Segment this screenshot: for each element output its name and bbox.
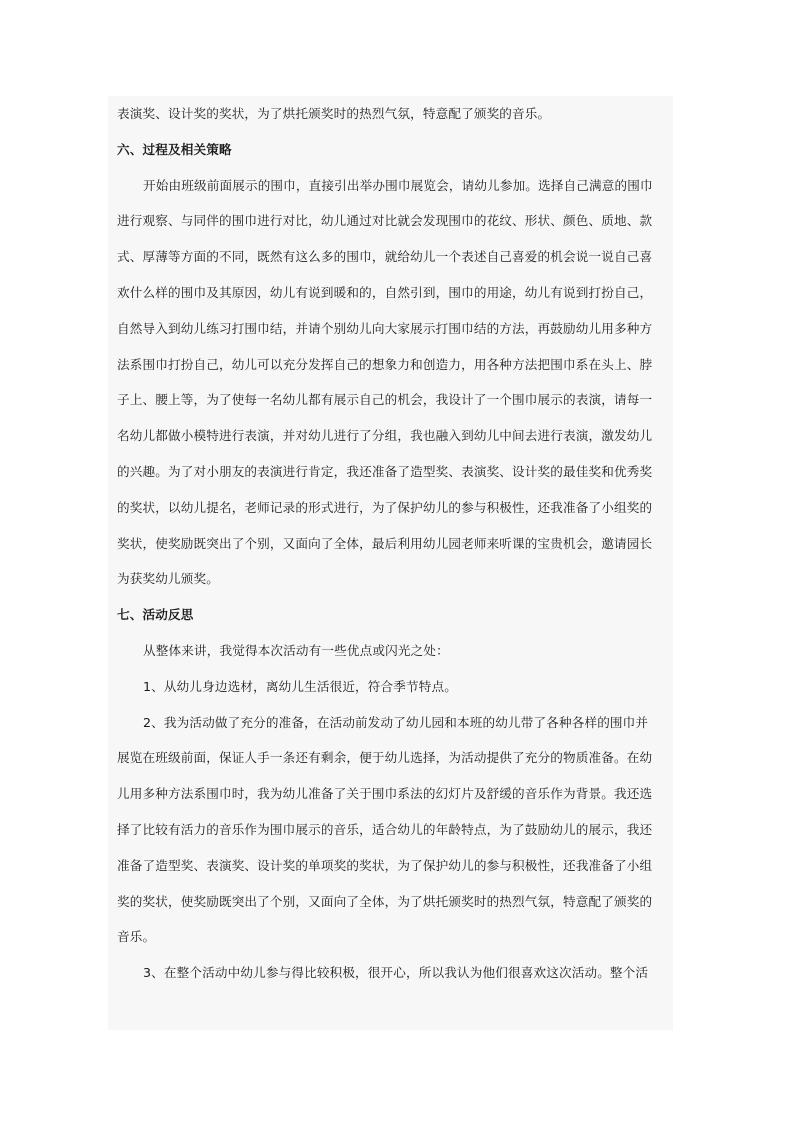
paragraph-line: 准备了造型奖、表演奖、设计奖的单项奖的奖状，为了保护幼儿的参与积极性，还我准备了小组 bbox=[117, 857, 653, 873]
paragraph-line: 择了比较有活力的音乐作为围巾展示的音乐，适合幼儿的年龄特点，为了鼓励幼儿的展示，我还 bbox=[117, 821, 653, 837]
paragraph-line: 为获奖幼儿颁奖。 bbox=[117, 571, 219, 587]
paragraph-line: 的奖状，以幼儿提名，老师记录的形式进行，为了保护幼儿的参与积极性，还我准备了小组奖的 bbox=[117, 499, 653, 515]
paragraph-line: 进行观察、与同伴的围巾进行对比，幼儿通过对比就会发现围巾的花纹、形状、颜色、质地、款 bbox=[117, 213, 653, 229]
paragraph-line: 式、厚薄等方面的不同，既然有这么多的围巾，就给幼儿一个表述自己喜爱的机会说一说自己喜 bbox=[117, 249, 653, 265]
paragraph-line: 展览在班级前面，保证人手一条还有剩余，便于幼儿选择，为活动提供了充分的物质准备。在幼 bbox=[117, 750, 653, 766]
list-item-line: 3、在整个活动中幼儿参与得比较积极，很开心，所以我认为他们很喜欢这次活动。整个活 bbox=[143, 965, 649, 981]
paragraph-line: 欢什么样的围巾及其原因，幼儿有说到暖和的，自然引到，围巾的用途，幼儿有说到打扮自己， bbox=[117, 284, 653, 300]
paragraph-line: 奖的奖状，使奖励既突出了个别，又面向了全体，为了烘托颁奖时的热烈气氛，特意配了颁奖的 bbox=[117, 893, 653, 909]
paragraph-line: 法系围巾打扮自己，幼儿可以充分发挥自己的想象力和创造力，用各种方法把围巾系在头上、脖 bbox=[117, 356, 653, 372]
list-item-line: 2、我为活动做了充分的准备，在活动前发动了幼儿园和本班的幼儿带了各种各样的围巾并 bbox=[143, 714, 649, 730]
paragraph-line: 自然导入到幼儿练习打围巾结，并请个别幼儿向大家展示打围巾结的方法，再鼓励幼儿用多种方 bbox=[117, 320, 653, 336]
paragraph-line: 从整体来讲，我觉得本次活动有一些优点或闪光之处： bbox=[143, 642, 449, 658]
paragraph-line: 儿用多种方法系围巾时，我为幼儿准备了关于围巾系法的幻灯片及舒缓的音乐作为背景。我还选 bbox=[117, 786, 653, 802]
paragraph-line: 音乐。 bbox=[117, 929, 156, 945]
paragraph-line: 的兴趣。为了对小朋友的表演进行肯定，我还准备了造型奖、表演奖、设计奖的最佳奖和优秀奖 bbox=[117, 463, 653, 479]
paragraph-line: 子上、腰上等，为了使每一名幼儿都有展示自己的机会，我设计了一个围巾展示的表演，请每一 bbox=[117, 392, 653, 408]
paragraph-line: 开始由班级前面展示的围巾，直接引出举办围巾展览会，请幼儿参加。选择自己满意的围巾 bbox=[143, 177, 653, 193]
paragraph-line: 名幼儿都做小模特进行表演，并对幼儿进行了分组，我也融入到幼儿中间去进行表演，激发幼儿 bbox=[117, 428, 653, 444]
paragraph-line: 表演奖、设计奖的奖状，为了烘托颁奖时的热烈气氛，特意配了颁奖的音乐。 bbox=[117, 106, 551, 121]
section-heading: 六、过程及相关策略 bbox=[117, 141, 232, 157]
section-heading: 七、活动反思 bbox=[117, 607, 194, 623]
list-item-line: 1、从幼儿身边选材，离幼儿生活很近，符合季节特点。 bbox=[143, 678, 458, 694]
paragraph-line: 奖状，使奖励既突出了个别，又面向了全体，最后利用幼儿园老师来听课的宝贵机会，邀请园长 bbox=[117, 535, 653, 551]
document-page bbox=[108, 96, 673, 1030]
